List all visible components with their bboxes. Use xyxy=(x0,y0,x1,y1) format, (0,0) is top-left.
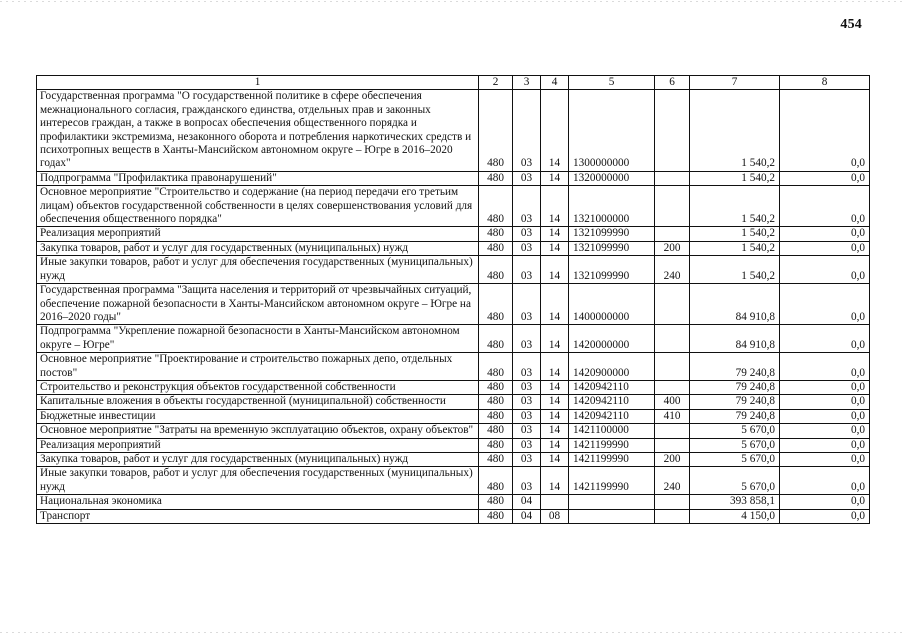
row-name-cell: Капитальные вложения в объекты государственной (муниципальной) собственности xyxy=(37,395,479,409)
header-row xyxy=(37,76,870,90)
administrator-code-cell: 480 xyxy=(479,186,513,227)
row-name-cell: Иные закупки товаров, работ и услуг для обеспечения государственных (муниципальных) нужд xyxy=(37,467,479,495)
target-code-cell: 1420942110 xyxy=(569,380,655,394)
column-header: 7 xyxy=(690,76,780,90)
administrator-code-cell: 480 xyxy=(479,325,513,353)
administrator-code-cell: 480 xyxy=(479,509,513,523)
column-header: 1 xyxy=(37,76,479,90)
amount-cell: 79 240,8 xyxy=(690,395,780,409)
amount-cell: 4 150,0 xyxy=(690,509,780,523)
section-code-cell: 04 xyxy=(513,495,541,509)
additional-amount-cell: 0,0 xyxy=(780,395,870,409)
amount-cell: 79 240,8 xyxy=(690,380,780,394)
table-row xyxy=(37,186,870,227)
table-row xyxy=(37,90,870,171)
row-name-cell: Реализация мероприятий xyxy=(37,438,479,452)
amount-cell: 5 670,0 xyxy=(690,467,780,495)
row-name-cell: Реализация мероприятий xyxy=(37,227,479,241)
amount-cell: 1 540,2 xyxy=(690,90,780,171)
column-header: 4 xyxy=(541,76,569,90)
expense-type-cell xyxy=(655,227,690,241)
scan-top-noise xyxy=(0,1,905,2)
subsection-code-cell: 14 xyxy=(541,467,569,495)
expense-type-cell xyxy=(655,509,690,523)
subsection-code-cell: 14 xyxy=(541,90,569,171)
additional-amount-cell: 0,0 xyxy=(780,171,870,185)
expense-type-cell: 400 xyxy=(655,395,690,409)
amount-cell: 1 540,2 xyxy=(690,241,780,255)
target-code-cell: 1420900000 xyxy=(569,353,655,381)
target-code-cell: 1421199990 xyxy=(569,438,655,452)
additional-amount-cell: 0,0 xyxy=(780,90,870,171)
amount-cell: 393 858,1 xyxy=(690,495,780,509)
expense-type-cell xyxy=(655,353,690,381)
section-code-cell: 03 xyxy=(513,227,541,241)
table-row xyxy=(37,424,870,438)
expense-type-cell: 200 xyxy=(655,452,690,466)
additional-amount-cell: 0,0 xyxy=(780,409,870,423)
expense-type-cell xyxy=(655,171,690,185)
row-name-cell: Национальная экономика xyxy=(37,495,479,509)
row-name-cell: Транспорт xyxy=(37,509,479,523)
additional-amount-cell: 0,0 xyxy=(780,227,870,241)
subsection-code-cell: 14 xyxy=(541,186,569,227)
target-code-cell: 1421199990 xyxy=(569,452,655,466)
additional-amount-cell: 0,0 xyxy=(780,438,870,452)
section-code-cell: 03 xyxy=(513,424,541,438)
subsection-code-cell: 14 xyxy=(541,424,569,438)
section-code-cell: 03 xyxy=(513,256,541,284)
target-code-cell: 1321099990 xyxy=(569,256,655,284)
section-code-cell: 03 xyxy=(513,284,541,325)
subsection-code-cell: 14 xyxy=(541,325,569,353)
amount-cell: 1 540,2 xyxy=(690,171,780,185)
column-header: 3 xyxy=(513,76,541,90)
administrator-code-cell: 480 xyxy=(479,495,513,509)
row-name-cell: Закупка товаров, работ и услуг для государственных (муниципальных) нужд xyxy=(37,452,479,466)
expense-type-cell xyxy=(655,380,690,394)
scan-bottom-noise xyxy=(0,632,905,633)
target-code-cell: 1421199990 xyxy=(569,467,655,495)
administrator-code-cell: 480 xyxy=(479,171,513,185)
row-name-cell: Бюджетные инвестиции xyxy=(37,409,479,423)
subsection-code-cell: 14 xyxy=(541,380,569,394)
additional-amount-cell: 0,0 xyxy=(780,284,870,325)
administrator-code-cell: 480 xyxy=(479,467,513,495)
amount-cell: 1 540,2 xyxy=(690,256,780,284)
table-row xyxy=(37,284,870,325)
row-name-cell: Государственная программа "О государственной политике в сфере обеспечения межнационального согласия, гражданского единства, отдельных прав и законных интересов граждан, а также в вопросах обеспечения общественного порядка и профилактики экстремизма, незаконного оборота и потребления наркотических средств и психотропных веществ в Ханты-Мансийском автономном округе – Югре в 2016–2020 годах" xyxy=(37,90,479,171)
administrator-code-cell: 480 xyxy=(479,90,513,171)
expense-type-cell: 200 xyxy=(655,241,690,255)
subsection-code-cell: 14 xyxy=(541,409,569,423)
subsection-code-cell: 08 xyxy=(541,509,569,523)
row-name-cell: Иные закупки товаров, работ и услуг для обеспечения государственных (муниципальных) нужд xyxy=(37,256,479,284)
section-code-cell: 03 xyxy=(513,380,541,394)
row-name-cell: Основное мероприятие "Затраты на временную эксплуатацию объектов, охрану объектов" xyxy=(37,424,479,438)
subsection-code-cell: 14 xyxy=(541,353,569,381)
administrator-code-cell: 480 xyxy=(479,424,513,438)
table-row xyxy=(37,171,870,185)
target-code-cell: 1320000000 xyxy=(569,171,655,185)
column-header: 5 xyxy=(569,76,655,90)
column-header: 6 xyxy=(655,76,690,90)
additional-amount-cell: 0,0 xyxy=(780,325,870,353)
section-code-cell: 03 xyxy=(513,395,541,409)
column-header: 2 xyxy=(479,76,513,90)
target-code-cell: 1420942110 xyxy=(569,409,655,423)
row-name-cell: Строительство и реконструкция объектов государственной собственности xyxy=(37,380,479,394)
section-code-cell: 03 xyxy=(513,325,541,353)
target-code-cell: 1300000000 xyxy=(569,90,655,171)
table-row xyxy=(37,495,870,509)
target-code-cell: 1321000000 xyxy=(569,186,655,227)
additional-amount-cell: 0,0 xyxy=(780,186,870,227)
section-code-cell: 03 xyxy=(513,353,541,381)
amount-cell: 79 240,8 xyxy=(690,409,780,423)
table-row xyxy=(37,452,870,466)
administrator-code-cell: 480 xyxy=(479,395,513,409)
additional-amount-cell: 0,0 xyxy=(780,509,870,523)
expense-type-cell xyxy=(655,424,690,438)
budget-table xyxy=(36,75,870,524)
additional-amount-cell: 0,0 xyxy=(780,495,870,509)
table-row xyxy=(37,353,870,381)
subsection-code-cell: 14 xyxy=(541,227,569,241)
administrator-code-cell: 480 xyxy=(479,227,513,241)
subsection-code-cell: 14 xyxy=(541,241,569,255)
section-code-cell: 03 xyxy=(513,186,541,227)
additional-amount-cell: 0,0 xyxy=(780,256,870,284)
section-code-cell: 03 xyxy=(513,467,541,495)
row-name-cell: Основное мероприятие "Строительство и содержание (на период передачи его третьим лицам) объектов государственной собственности в целях совершенствования условий для обеспечения общественного порядка" xyxy=(37,186,479,227)
amount-cell: 1 540,2 xyxy=(690,227,780,241)
section-code-cell: 03 xyxy=(513,409,541,423)
expense-type-cell xyxy=(655,284,690,325)
administrator-code-cell: 480 xyxy=(479,452,513,466)
table-row xyxy=(37,438,870,452)
subsection-code-cell: 14 xyxy=(541,284,569,325)
row-name-cell: Государственная программа "Защита населения и территорий от чрезвычайных ситуаций, обеспечение пожарной безопасности в Ханты-Мансийском автономном округе – Югре на 2016–2020 годы" xyxy=(37,284,479,325)
section-code-cell: 03 xyxy=(513,90,541,171)
subsection-code-cell xyxy=(541,495,569,509)
subsection-code-cell: 14 xyxy=(541,256,569,284)
row-name-cell: Подпрограмма "Профилактика правонарушений" xyxy=(37,171,479,185)
page-number: 454 xyxy=(840,17,862,32)
administrator-code-cell: 480 xyxy=(479,380,513,394)
section-code-cell: 03 xyxy=(513,438,541,452)
additional-amount-cell: 0,0 xyxy=(780,353,870,381)
section-code-cell: 04 xyxy=(513,509,541,523)
administrator-code-cell: 480 xyxy=(479,438,513,452)
expense-type-cell xyxy=(655,90,690,171)
amount-cell: 5 670,0 xyxy=(690,424,780,438)
target-code-cell: 1321099990 xyxy=(569,241,655,255)
column-header: 8 xyxy=(780,76,870,90)
amount-cell: 79 240,8 xyxy=(690,353,780,381)
section-code-cell: 03 xyxy=(513,241,541,255)
expense-type-cell xyxy=(655,438,690,452)
target-code-cell: 1420942110 xyxy=(569,395,655,409)
row-name-cell: Закупка товаров, работ и услуг для государственных (муниципальных) нужд xyxy=(37,241,479,255)
section-code-cell: 03 xyxy=(513,452,541,466)
additional-amount-cell: 0,0 xyxy=(780,241,870,255)
amount-cell: 5 670,0 xyxy=(690,452,780,466)
row-name-cell: Основное мероприятие "Проектирование и строительство пожарных депо, отдельных постов" xyxy=(37,353,479,381)
expense-type-cell xyxy=(655,495,690,509)
subsection-code-cell: 14 xyxy=(541,171,569,185)
target-code-cell: 1321099990 xyxy=(569,227,655,241)
administrator-code-cell: 480 xyxy=(479,284,513,325)
section-code-cell: 03 xyxy=(513,171,541,185)
amount-cell: 1 540,2 xyxy=(690,186,780,227)
table-row xyxy=(37,467,870,495)
table-row xyxy=(37,395,870,409)
subsection-code-cell: 14 xyxy=(541,395,569,409)
target-code-cell xyxy=(569,509,655,523)
amount-cell: 84 910,8 xyxy=(690,325,780,353)
amount-cell: 84 910,8 xyxy=(690,284,780,325)
table-row xyxy=(37,227,870,241)
table-row xyxy=(37,241,870,255)
target-code-cell: 1421100000 xyxy=(569,424,655,438)
subsection-code-cell: 14 xyxy=(541,438,569,452)
expense-type-cell: 240 xyxy=(655,467,690,495)
expense-type-cell xyxy=(655,186,690,227)
administrator-code-cell: 480 xyxy=(479,256,513,284)
target-code-cell: 1400000000 xyxy=(569,284,655,325)
additional-amount-cell: 0,0 xyxy=(780,452,870,466)
additional-amount-cell: 0,0 xyxy=(780,424,870,438)
administrator-code-cell: 480 xyxy=(479,353,513,381)
additional-amount-cell: 0,0 xyxy=(780,467,870,495)
target-code-cell: 1420000000 xyxy=(569,325,655,353)
expense-type-cell: 410 xyxy=(655,409,690,423)
additional-amount-cell: 0,0 xyxy=(780,380,870,394)
expense-type-cell xyxy=(655,325,690,353)
table-row xyxy=(37,409,870,423)
table-row xyxy=(37,380,870,394)
amount-cell: 5 670,0 xyxy=(690,438,780,452)
table-row xyxy=(37,256,870,284)
administrator-code-cell: 480 xyxy=(479,409,513,423)
row-name-cell: Подпрограмма "Укрепление пожарной безопасности в Ханты-Мансийском автономном округе – Югре" xyxy=(37,325,479,353)
administrator-code-cell: 480 xyxy=(479,241,513,255)
table-row xyxy=(37,509,870,523)
target-code-cell xyxy=(569,495,655,509)
expense-type-cell: 240 xyxy=(655,256,690,284)
table-row xyxy=(37,325,870,353)
subsection-code-cell: 14 xyxy=(541,452,569,466)
